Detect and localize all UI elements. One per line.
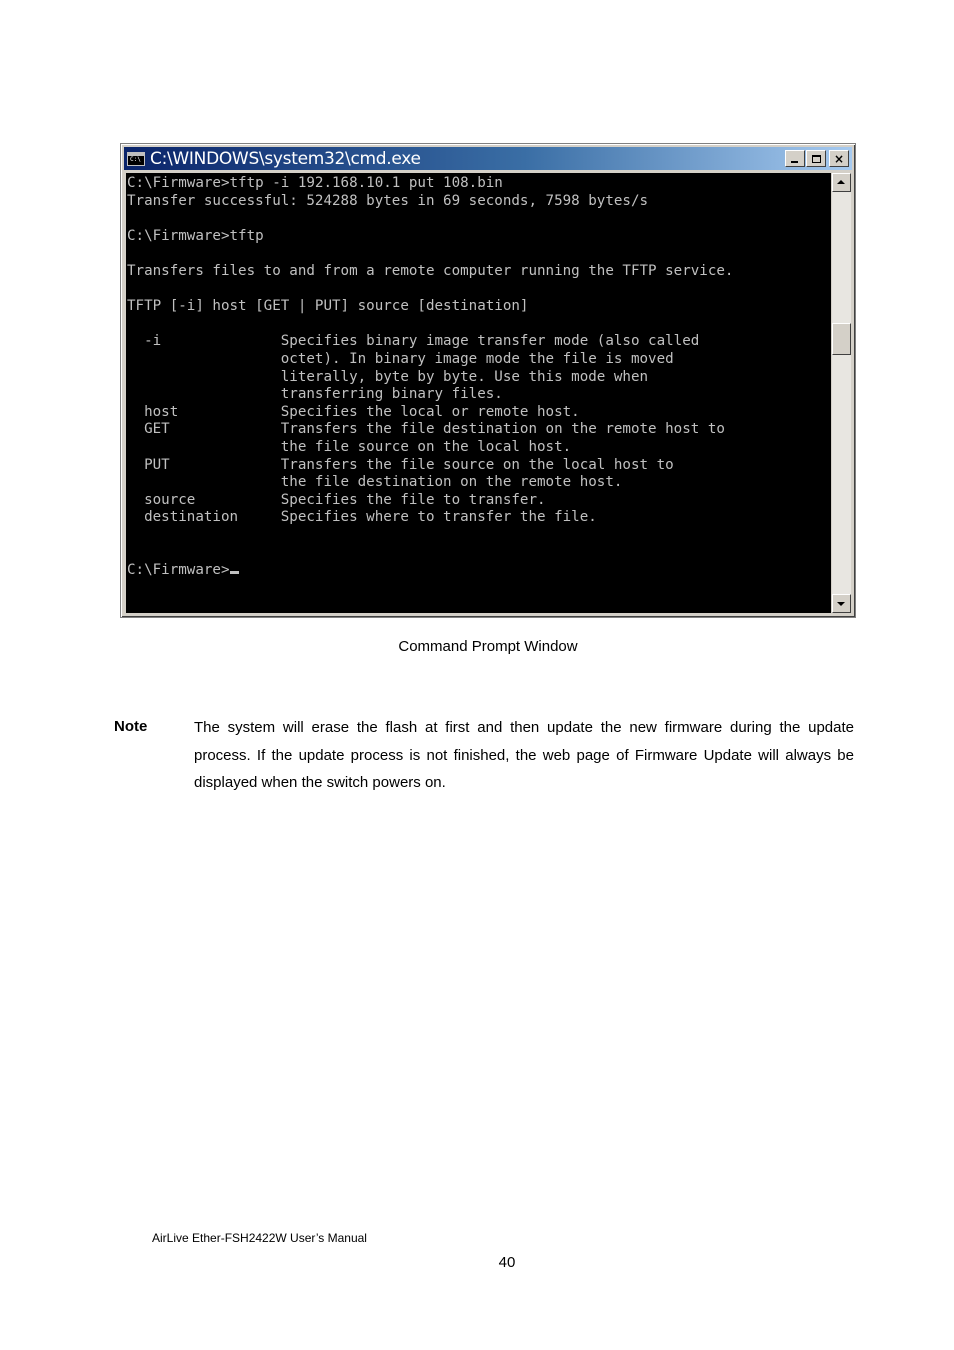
scroll-down-button[interactable] — [832, 594, 851, 613]
window-controls — [784, 150, 849, 167]
text-cursor — [230, 571, 239, 574]
arrow-down-icon — [837, 602, 845, 606]
maximize-button[interactable] — [806, 150, 826, 167]
window-title: C:\WINDOWS\system32\cmd.exe — [150, 148, 421, 169]
close-button[interactable] — [829, 150, 849, 167]
figure-caption: Command Prompt Window — [398, 638, 578, 655]
scroll-up-button[interactable] — [832, 173, 851, 192]
note-label: Note — [114, 718, 148, 735]
command-prompt-window — [120, 143, 856, 618]
note-text: The system will erase the flash at first and then update the new firmware during the update process. If the update process is not finished, the web page of Firmware Update will always be displayed when the switch powers on. — [194, 719, 854, 791]
console-text: C:\Firmware>tftp -i 192.168.10.1 put 108.bin Transfer successful: 524288 bytes in 69 seconds, 7598 bytes/s C:\Firmware>tftp Transfers files to and from a remote computer running the TFTP service. TFTP [-i] host [GET | PUT] source [destination] -i Specifies binary image transfer mode (also called octet). In binary image mode the file is moved literally, byte by byte. Use this mode when transferring binary files. host Specifies the local or remote host. GET Transfers the file destination on the remote host to the file source on the local host. PUT Transfers the file source on the local host to the file destination on the remote host. source Specifies the file to transfer. destination Specifies where to transfer the file. — [127, 175, 734, 526]
console-icon[interactable] — [127, 152, 145, 166]
arrow-up-icon — [837, 180, 845, 184]
scroll-thumb[interactable] — [832, 323, 851, 355]
minimize-button[interactable] — [785, 150, 805, 167]
maximize-icon — [812, 155, 821, 163]
page-number: 40 — [498, 1254, 516, 1271]
footer-manual-title: AirLive Ether-FSH2422W User’s Manual — [152, 1231, 367, 1245]
close-icon: × — [833, 151, 845, 166]
console-output[interactable] — [126, 173, 831, 613]
minimize-icon — [791, 161, 798, 163]
console-prompt: C:\Firmware> — [127, 562, 230, 579]
window-titlebar[interactable] — [124, 147, 852, 170]
vertical-scrollbar[interactable] — [832, 173, 851, 613]
